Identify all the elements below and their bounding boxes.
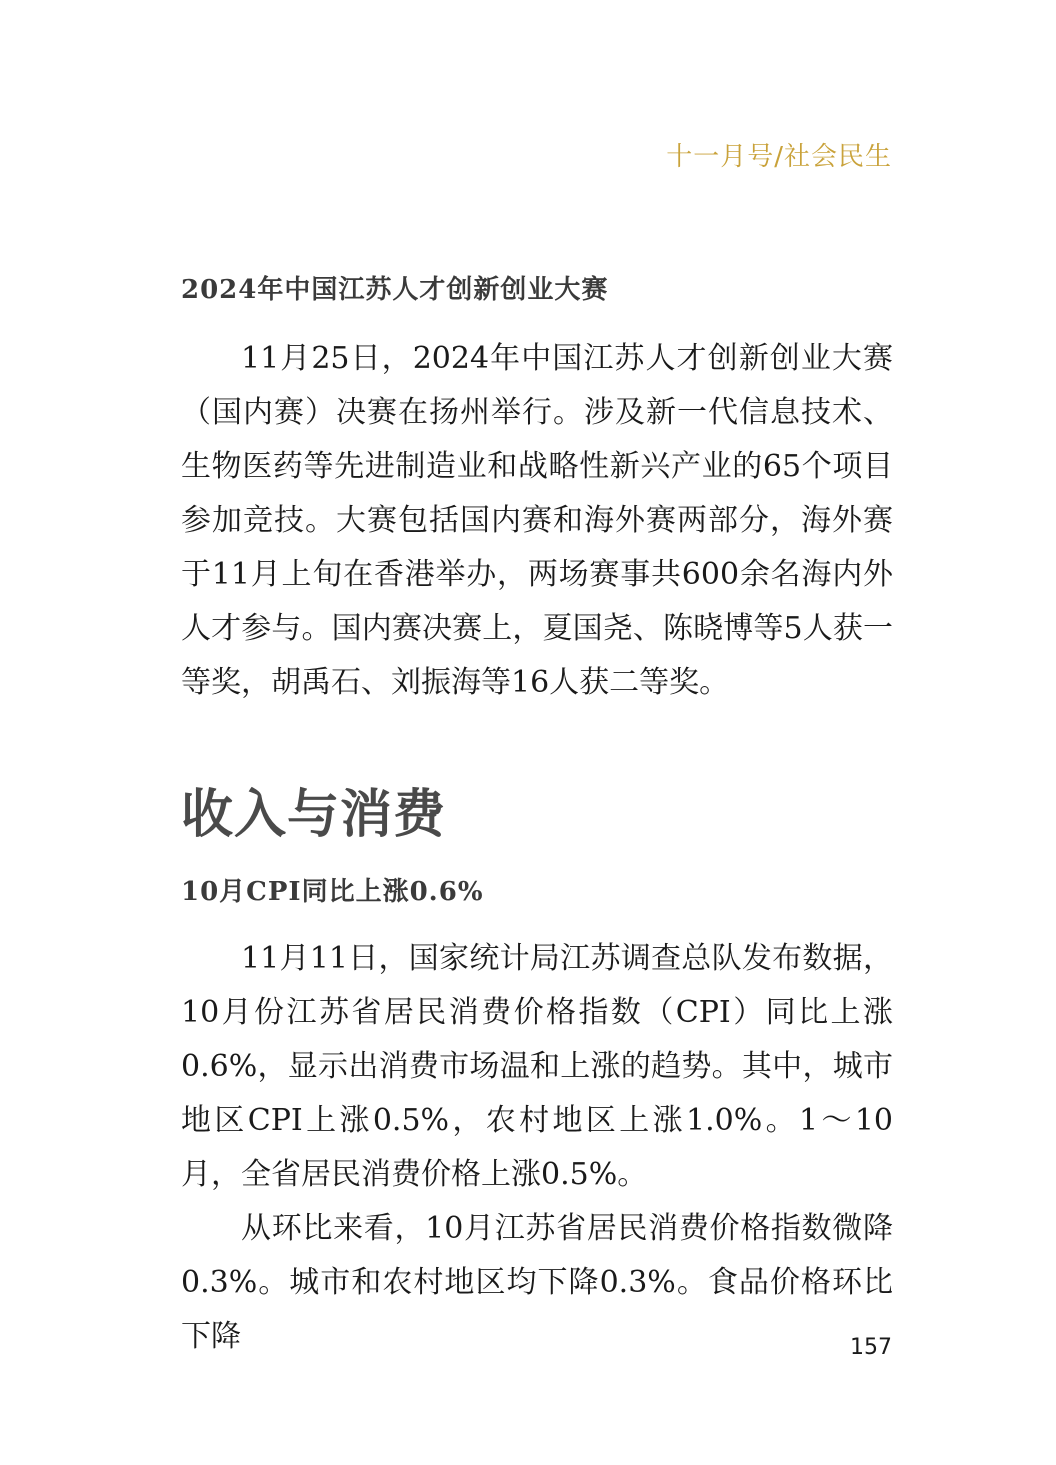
- article-title-cpi: 10月CPI同比上涨0.6%: [181, 877, 484, 907]
- article-paragraph-cpi-1: 11月11日，国家统计局江苏调查总队发布数据，10月份江苏省居民消费价格指数（CPI）同比上涨0.6%，显示出消费市场温和上涨的趋势。其中，城市地区CPI上涨0.5%，农村地区上涨1.0%。1～10月，全省居民消费价格上涨0.5%。: [181, 941, 893, 1192]
- article-paragraph-talent-contest: 11月25日，2024年中国江苏人才创新创业大赛（国内赛）决赛在扬州举行。涉及新一代信息技术、生物医药等先进制造业和战略性新兴产业的65个项目参加竞技。大赛包括国内赛和海外赛两部分，海外赛于11月上旬在香港举办，两场赛事共600余名海内外人才参与。国内赛决赛上，夏国尧、陈晓博等5人获一等奖，胡禹石、刘振海等16人获二等奖。: [181, 341, 893, 700]
- page-content: [181, 270, 893, 1364]
- article-paragraph-cpi-2: 从环比来看，10月江苏省居民消费价格指数微降0.3%。城市和农村地区均下降0.3%。食品价格环比下降: [181, 1211, 893, 1354]
- section-title-income-consumption: 收入与消费: [181, 785, 447, 845]
- running-header: 十一月号/社会民生: [666, 142, 892, 172]
- article-title-talent-contest: 2024年中国江苏人才创新创业大赛: [181, 275, 609, 305]
- page-number: 157: [850, 1335, 892, 1360]
